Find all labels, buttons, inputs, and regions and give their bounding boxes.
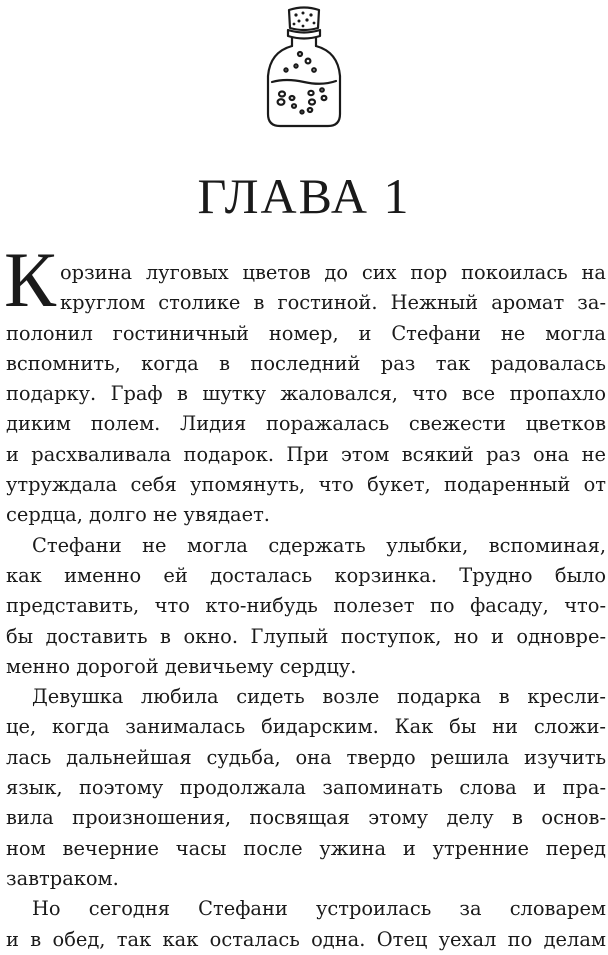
- text-line: орзина луговых цветов до сих пор покоилась на: [60, 261, 606, 284]
- text-line: ном вечерние часы после ужина и утренние перед: [6, 836, 606, 860]
- text-line: менно дорогой девичьему сердцу.: [6, 654, 357, 678]
- text-line: вспомнить, когда в последний раз так радовалась: [6, 351, 606, 375]
- drop-cap: К: [4, 236, 57, 323]
- body-text: [6, 258, 606, 955]
- text-line: как именно ей досталась корзинка. Трудно было: [6, 563, 606, 587]
- text-line: язык, поэтому продолжала запоминать слова и пра-: [6, 776, 606, 800]
- text-line: Стефани не могла сдержать улыбки, вспоминая,: [32, 533, 606, 557]
- text-line: Но сегодня Стефани устроилась за словарем: [32, 897, 606, 921]
- text-line: утруждала себя упомянуть, что букет, подаренный от: [6, 473, 606, 497]
- text-line: вила произношения, посвящая этому делу в основ-: [6, 806, 606, 830]
- text-line: Девушка любила сидеть возле подарка в кресли-: [32, 685, 606, 709]
- text-line: бы доставить в окно. Глупый поступок, но и одновре-: [6, 624, 606, 648]
- chapter-title: ГЛАВА 1: [197, 168, 411, 224]
- text-line: круглом столике в гостиной. Нежный аромат за-: [60, 291, 606, 315]
- text-line: диким полем. Лидия поражалась свежести цветков: [6, 412, 606, 436]
- text-line: завтраком.: [6, 866, 119, 890]
- text-line: сердца, долго не увядает.: [6, 503, 270, 527]
- text-line: подарку. Граф в шутку жаловался, что все пропахло: [6, 382, 606, 406]
- text-line: и в обед, так как осталась одна. Отец уехал по делам: [6, 927, 606, 951]
- text-line: полонил гостиничный номер, и Стефани не могла: [6, 321, 606, 345]
- text-line: и расхваливала подарок. При этом всякий раз она не: [6, 442, 606, 466]
- text-line: лась дальнейшая судьба, она твердо решила изучить: [6, 745, 606, 769]
- text-line: представить, что кто-нибудь полезет по фасаду, что-: [6, 594, 606, 618]
- potion-bottle-icon: [256, 2, 352, 132]
- text-line: це, когда занималась бидарским. Как бы ни сложи-: [6, 715, 606, 739]
